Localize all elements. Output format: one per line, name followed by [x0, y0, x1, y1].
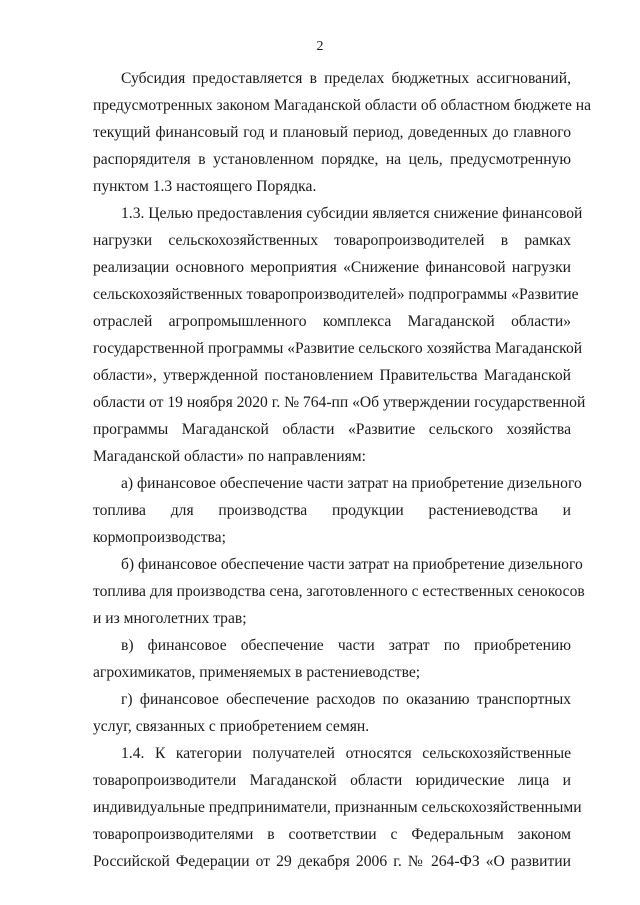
page-number: 2	[316, 39, 324, 54]
text-line: 1.3. Целью предоставления субсидии является снижение финансовой	[121, 205, 583, 222]
text-line: б) финансовое обеспечение части затрат на приобретение дизельного	[121, 556, 583, 573]
text-line: кормопроизводства;	[93, 529, 226, 546]
text-line: программы Магаданской области «Развитие сельского хозяйства	[93, 421, 571, 438]
text-line: области от 19 ноября 2020 г. № 764-пп «Об утверждении государственной	[93, 394, 586, 411]
text-line: и из многолетних трав;	[93, 610, 247, 627]
text-line: услуг, связанных с приобретением семян.	[93, 718, 370, 735]
text-line: пунктом 1.3 настоящего Порядка.	[93, 178, 317, 195]
text-line: Магаданской области» по направлениям:	[93, 448, 366, 465]
text-line: предусмотренных законом Магаданской области об областном бюджете на	[93, 97, 592, 114]
text-line: сельскохозяйственных товаропроизводителей» подпрограммы «Развитие	[93, 286, 579, 303]
text-line: области», утвержденной постановлением Правительства Магаданской	[93, 367, 571, 384]
text-line: топлива для производства сена, заготовленного с естественных сенокосов	[93, 583, 585, 600]
text-line: топлива для производства продукции растениеводства и	[93, 502, 571, 519]
text-line: индивидуальные предприниматели, признанным сельскохозяйственными	[93, 799, 582, 816]
text-line: г) финансовое обеспечение расходов по оказанию транспортных	[121, 691, 571, 708]
text-line: а) финансовое обеспечение части затрат на приобретение дизельного	[121, 475, 582, 492]
text-line: отраслей агропромышленного комплекса Магаданской области»	[93, 313, 571, 330]
text-line: нагрузки сельскохозяйственных товаропроизводителей в рамках	[93, 232, 571, 249]
text-line: текущий финансовый год и плановый период, доведенных до главного	[93, 124, 571, 141]
text-line: Субсидия предоставляется в пределах бюджетных ассигнований,	[121, 70, 571, 87]
text-line: в) финансовое обеспечение части затрат по приобретению	[121, 637, 571, 654]
text-line: товаропроизводители Магаданской области юридические лица и	[93, 772, 571, 789]
text-line: агрохимикатов, применяемых в растениеводстве;	[93, 664, 421, 681]
text-line: товаропроизводителями в соответствии с Федеральным законом	[93, 826, 571, 843]
text-line: реализации основного мероприятия «Снижение финансовой нагрузки	[93, 259, 571, 276]
text-line: распорядителя в установленном порядке, на цель, предусмотренную	[93, 151, 571, 168]
text-line: государственной программы «Развитие сельского хозяйства Магаданской	[93, 340, 583, 357]
text-line: 1.4. К категории получателей относятся сельскохозяйственные	[121, 745, 571, 762]
text-line: Российской Федерации от 29 декабря 2006 г. № 264-ФЗ «О развитии	[93, 853, 571, 870]
